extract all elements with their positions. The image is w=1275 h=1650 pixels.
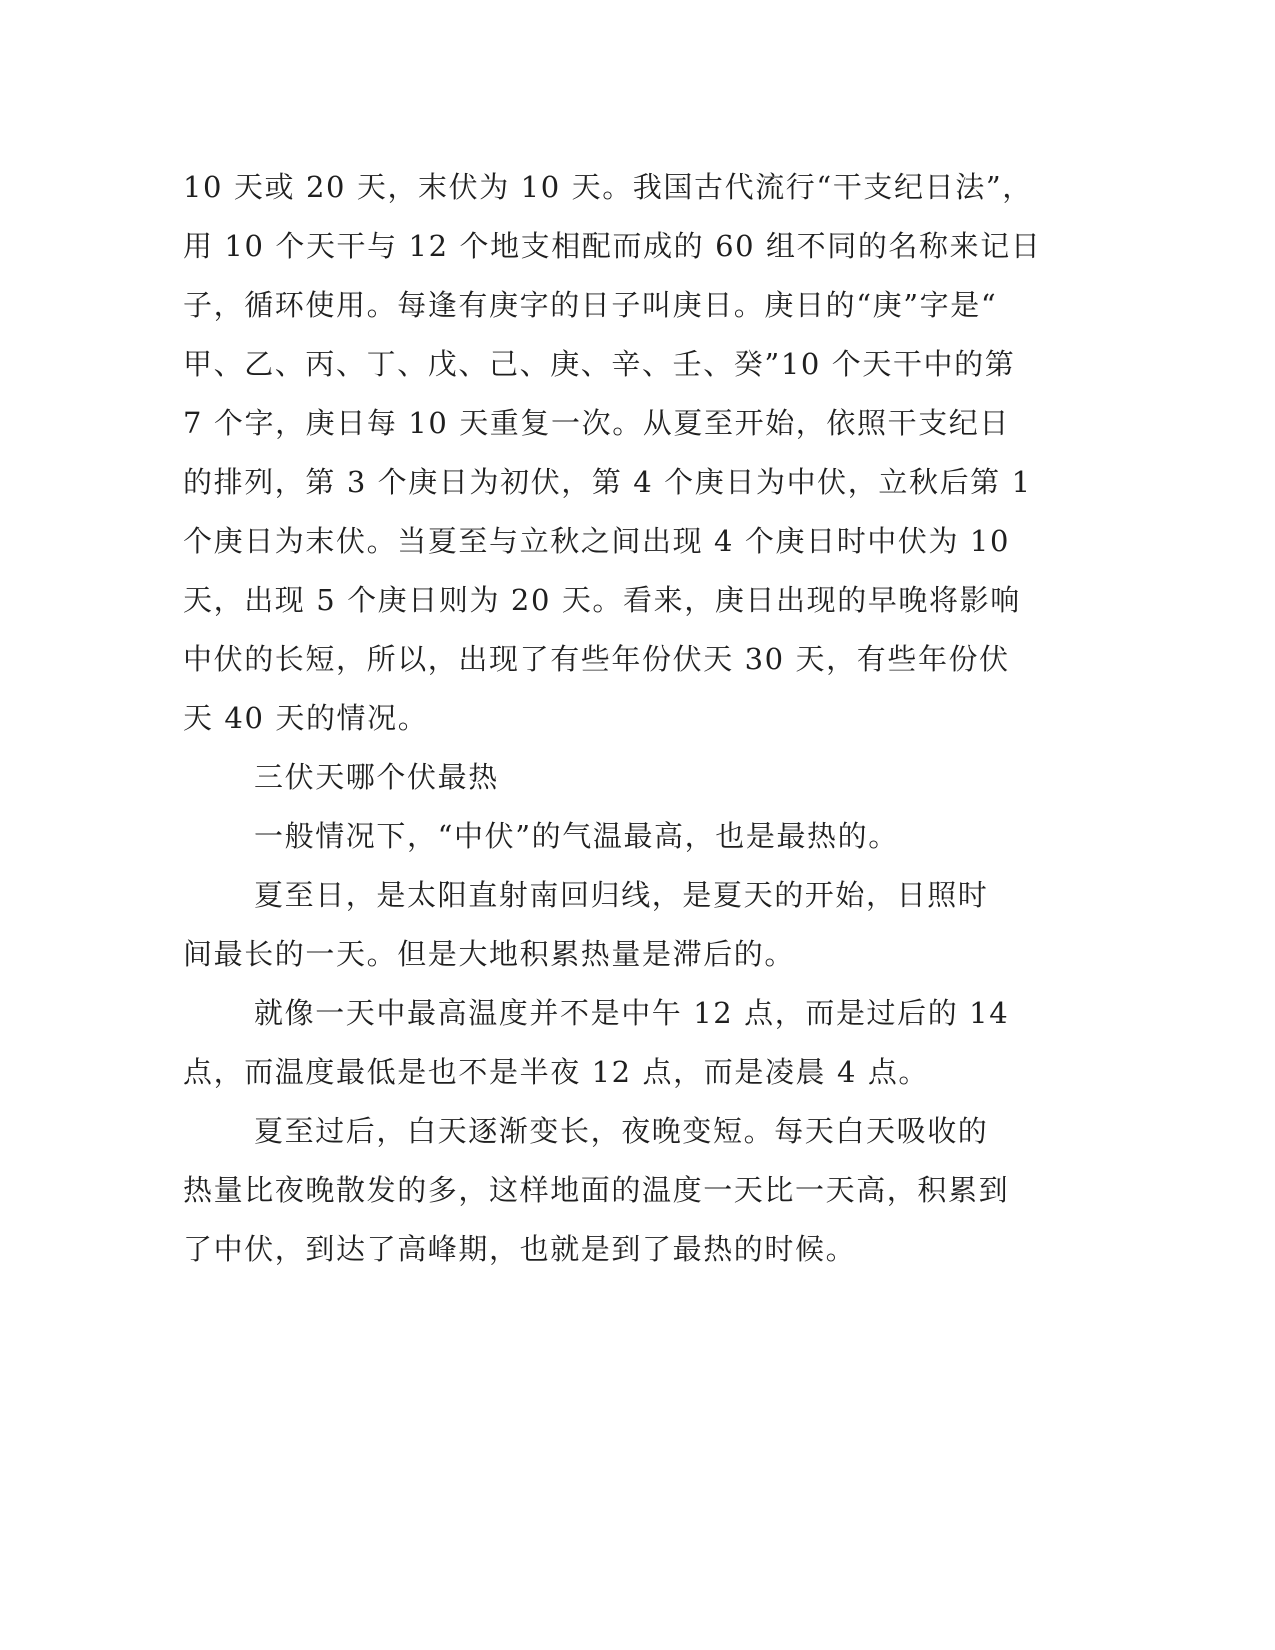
text-line: 甲、乙、丙、丁、戊、己、庚、辛、壬、癸”10 个天干中的第	[183, 347, 1016, 381]
text-line: 天 40 天的情况。	[183, 701, 429, 735]
text-line: 子，循环使用。每逢有庚字的日子叫庚日。庚日的“庚”字是“	[183, 288, 998, 322]
text-line: 的排列，第 3 个庚日为初伏，第 4 个庚日为中伏，立秋后第 1	[183, 465, 1032, 499]
text-line: 天，出现 5 个庚日则为 20 天。看来，庚日出现的早晚将影响	[183, 583, 1021, 617]
text-line: 一般情况下，“中伏”的气温最高，也是最热的。	[254, 819, 899, 853]
text-line: 中伏的长短，所以，出现了有些年份伏天 30 天，有些年份伏	[183, 642, 1010, 676]
text-line: 热量比夜晚散发的多，这样地面的温度一天比一天高，积累到	[183, 1173, 1010, 1207]
text-line: 夏至过后，白天逐渐变长，夜晚变短。每天白天吸收的	[254, 1114, 989, 1148]
paragraph-summer-solstice	[183, 866, 1063, 984]
paragraph-daily-temperature	[183, 984, 1063, 1102]
text-line: 用 10 个天干与 12 个地支相配而成的 60 组不同的名称来记日	[183, 229, 1042, 263]
text-line: 个庚日为末伏。当夏至与立秋之间出现 4 个庚日时中伏为 10	[183, 524, 1011, 558]
text-line: 7 个字，庚日每 10 天重复一次。从夏至开始，依照干支纪日	[183, 406, 1011, 440]
section-heading: 三伏天哪个伏最热	[254, 760, 499, 794]
text-line: 10 天或 20 天，末伏为 10 天。我国古代流行“干支纪日法”，	[183, 170, 1033, 204]
text-line: 点，而温度最低是也不是半夜 12 点，而是凌晨 4 点。	[183, 1055, 930, 1089]
paragraph-dog-days-calculation	[183, 158, 1063, 748]
text-line: 夏至日，是太阳直射南回归线，是夏天的开始，日照时	[254, 878, 989, 912]
text-line: 就像一天中最高温度并不是中午 12 点，而是过后的 14	[254, 996, 1010, 1030]
document-body	[183, 158, 1063, 1279]
text-line: 间最长的一天。但是大地积累热量是滞后的。	[183, 937, 796, 971]
paragraph-hottest-period	[183, 807, 1063, 866]
text-line: 了中伏，到达了高峰期，也就是到了最热的时候。	[183, 1232, 857, 1266]
paragraph-heat-accumulation	[183, 1102, 1063, 1279]
